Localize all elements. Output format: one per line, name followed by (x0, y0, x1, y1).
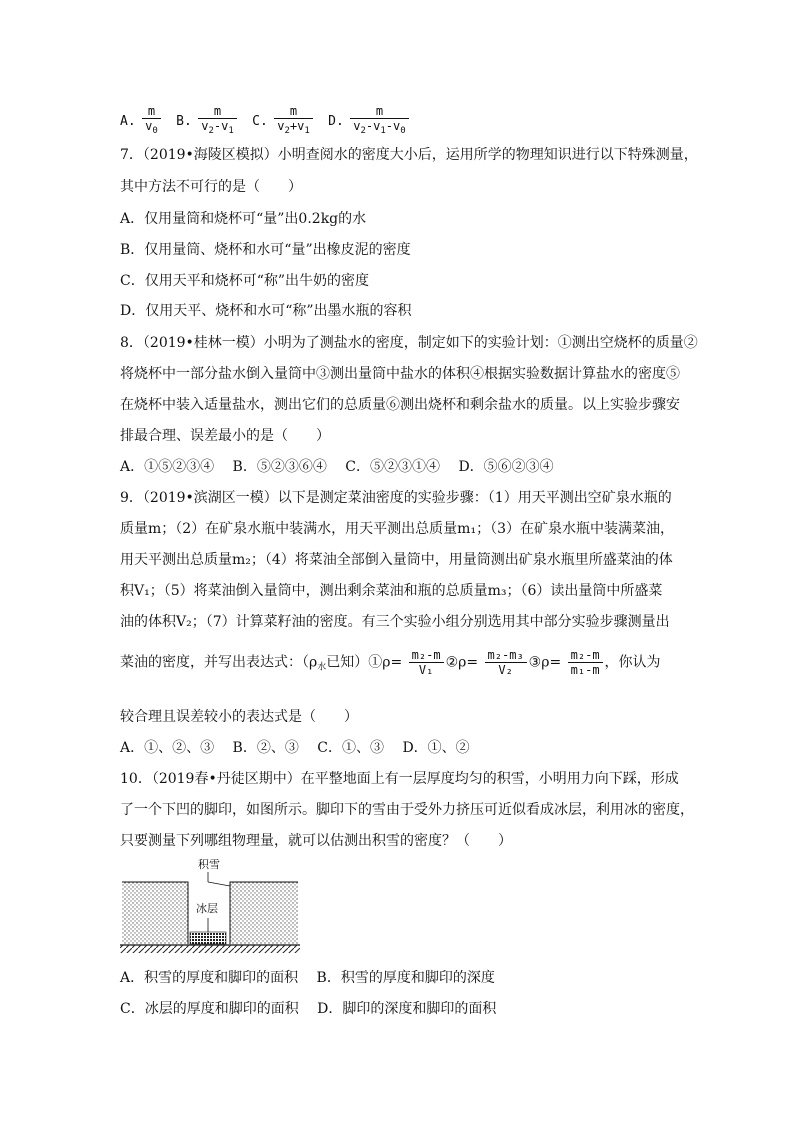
q8-stem-line2: 将烧杯中一部分盐水倒入量筒中③测出量筒中盐水的体积④根据实验数据计算盐水的密度⑤ (120, 366, 680, 382)
q9-formula-2-fraction: $\frac{\text{m₂-m₃}}{\text{V₂}}$ (485, 648, 527, 677)
q9-formulas-line (120, 648, 661, 677)
q6-option-b-label: B. (176, 114, 192, 129)
q6-option-d-fraction (350, 104, 408, 138)
q10-stem-line2: 了一个下凹的脚印，如图所示。脚印下的雪由于受外力挤压可近似看成冰层，利用冰的密度， (120, 802, 694, 818)
snow-layer-right (230, 882, 298, 944)
q6-option-a-label: A. (120, 114, 136, 129)
ground (120, 945, 300, 953)
q6-a-numerator: m (142, 104, 161, 119)
q6-d-denominator: $v_2-v_1-v_0$ (353, 119, 406, 136)
ice-layer-block (190, 932, 226, 944)
q9-stem-line2: 质量m；（2）在矿泉水瓶中装满水，用天平测出总质量m₁；（3）在矿泉水瓶中装满菜油， (120, 521, 674, 537)
q9-formula-3-fraction: $\frac{\text{m₂-m}}{\text{m₁-m}}$ (568, 648, 603, 677)
q9-stem-line4: 积V₁；（5）将菜油倒入量筒中，测出剩余菜油和瓶的总质量m₃；（6）读出量筒中所盛菜 (120, 583, 663, 599)
q9-stem-line3: 用天平测出总质量m₂；（4）将菜油全部倒入量筒中，用量筒测出矿泉水瓶里所盛菜油的体 (120, 552, 673, 568)
q8-options: A．①⑤②③④ B．⑤②③⑥④ C．⑤②③①④ D．⑤⑥②③④ (120, 459, 554, 475)
q9-formula-suffix: ，你认为 (604, 654, 661, 671)
q8-stem-line1: 8．（2019•桂林一模）小明为了测盐水的密度，制定如下的实验计划：①测出空烧杯的质量② (120, 335, 698, 351)
q6-c-denominator: $v_2+v_1$ (277, 119, 310, 136)
q8-stem-line4: 排最合理、误差最小的是（ ） (120, 428, 330, 444)
q6-options (120, 104, 411, 138)
q6-b-numerator: m (198, 104, 237, 119)
q7-stem-line1: 7．（2019•海陵区模拟）小明查阅水的密度大小后，运用所学的物理知识进行以下特殊测量， (120, 147, 698, 163)
q7-option-c: C．仅用天平和烧杯可“称”出牛奶的密度 (120, 273, 370, 289)
q9-formula-intro: 菜油的密度，并写出表达式：（ρ (120, 654, 318, 671)
figure-label-snow: 积雪 (198, 858, 220, 871)
q8-stem-line3: 在烧杯中装入适量盐水，测出它们的总质量⑥测出烧杯和剩余盐水的质量。以上实验步骤安 (120, 397, 680, 413)
snow-footprint-figure (120, 858, 300, 954)
q9-stem-line7: 较合理且误差较小的表达式是（ ） (120, 709, 358, 725)
q6-d-numerator: m (350, 104, 408, 119)
q9-options: A．①、②、③ B．②、③ C．①、③ D．①、② (120, 740, 470, 756)
q9-rho-water-subscript: 水 (317, 662, 327, 673)
q9-stem-line1: 9．（2019•滨湖区一模）以下是测定菜油密度的实验步骤：（1）用天平测出空矿泉水瓶的 (120, 490, 672, 506)
q6-option-d-label: D. (328, 114, 344, 129)
q6-c-numerator: m (274, 104, 313, 119)
q9-formula-2-prefix: ②ρ= (445, 654, 479, 671)
q6-option-a-fraction (142, 104, 161, 138)
q9-stem-line5: 油的体积V₂；（7）计算菜籽油的密度。有三个实验小组分别选用其中部分实验步骤测量出 (120, 614, 670, 630)
snow-layer-left (122, 882, 188, 944)
figure-label-ice: 冰层 (196, 902, 218, 915)
q7-option-b: B．仅用量筒、烧杯和水可“量”出橡皮泥的密度 (120, 242, 411, 258)
q6-option-b-fraction (198, 104, 237, 138)
q9-formula-1-prefix: 已知）①ρ= (326, 654, 403, 671)
q9-formula-3-prefix: ③ρ= (528, 654, 562, 671)
q7-option-a: A．仅用量筒和烧杯可“量”出0.2kg的水 (120, 211, 367, 227)
q10-options-cd: C．冰层的厚度和脚印的面积 D．脚印的深度和脚印的面积 (120, 1001, 497, 1017)
q10-options-ab: A．积雪的厚度和脚印的面积 B．积雪的厚度和脚印的深度 (120, 970, 495, 986)
q7-stem-line2: 其中方法不可行的是（ ） (120, 179, 302, 195)
q7-option-d: D．仅用天平、烧杯和水可“称”出墨水瓶的容积 (120, 303, 412, 319)
q10-stem-line3: 只要测量下列哪组物理量，就可以估测出积雪的密度？（ ） (120, 833, 512, 849)
q6-a-denominator: $v_0$ (145, 119, 158, 136)
q6-b-denominator: $v_2-v_1$ (201, 119, 234, 136)
q9-formula-1-fraction: $\frac{\text{m₂-m}}{\text{V₁}}$ (409, 648, 444, 677)
q6-option-c-fraction (274, 104, 313, 138)
q6-option-c-label: C. (252, 114, 268, 129)
q10-stem-line1: 10．（2019春•丹徒区期中）在平整地面上有一层厚度均匀的积雪，小明用力向下踩，形成 (120, 771, 679, 787)
